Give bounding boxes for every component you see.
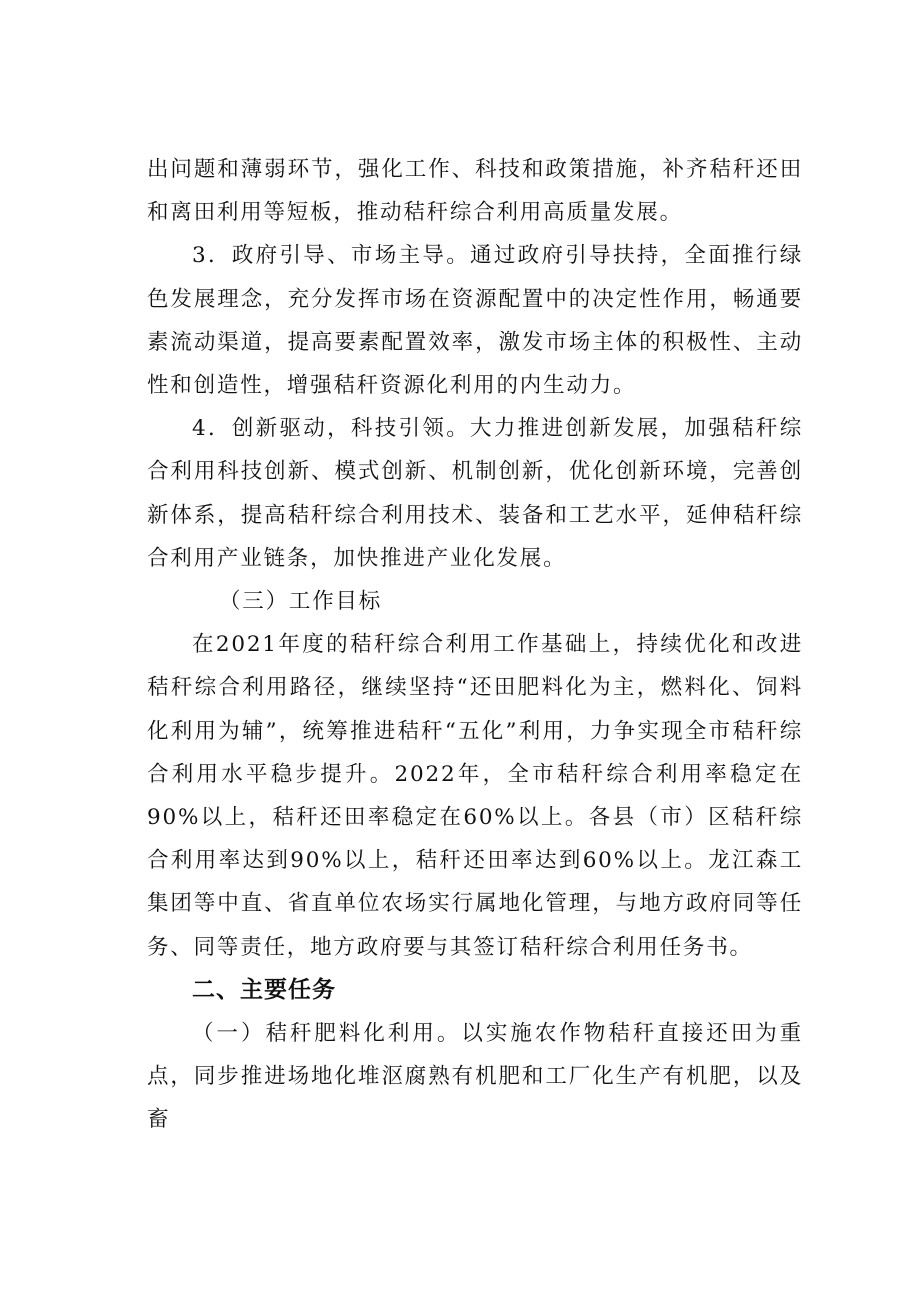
paragraph-continuation: 出问题和薄弱环节，强化工作、科技和政策措施，补齐秸秆还田和离田利用等短板，推动秸秆综合利用高质量发展。 [147, 157, 803, 226]
paragraph-principle-4: 4．创新驱动，科技引领。大力推进创新发展，加强秸秆综合利用科技创新、模式创新、机制创新，优化创新环境，完善创新体系，提高秸秆综合利用技术、装备和工艺水平，延伸秸秆综合利用产业链条，加快推进产业化发展。 [147, 416, 803, 571]
paragraph-principle-3: 3．政府引导、市场主导。通过政府引导扶持，全面推行绿色发展理念，充分发挥市场在资源配置中的决定性作用，畅通要素流动渠道，提高要素配置效率，激发市场主体的积极性、主动性和创造性，增强秸秆资源化利用的内生动力。 [147, 243, 803, 399]
section-heading-main-tasks: 二、主要任务 [192, 976, 336, 1003]
document-page [147, 148, 803, 1142]
paragraph-work-goals: 在2021年度的秸秆综合利用工作基础上，持续优化和改进秸秆综合利用路径，继续坚持“还田肥料化为主，燃料化、饲料化利用为辅”，统筹推进秸秆“五化”利用，力争实现全市秸秆综合利用水平稳步提升。2022年，全市秸秆综合利用率稳定在90%以上，秸秆还田率稳定在60%以上。各县（市）区秸秆综合利用率达到90%以上，秸秆还田率达到60%以上。龙江森工集团等中直、省直单位农场实行属地化管理，与地方政府同等任务、同等责任，地方政府要与其签订秸秆综合利用任务书。 [147, 632, 803, 960]
paragraph-fertilizer-use: （一）秸秆肥料化利用。以实施农作物秸秆直接还田为重点，同步推进场地化堆沤腐熟有机肥和工厂化生产有机肥，以及畜 [147, 1021, 803, 1133]
subheading-work-goals: （三）工作目标 [219, 589, 383, 615]
